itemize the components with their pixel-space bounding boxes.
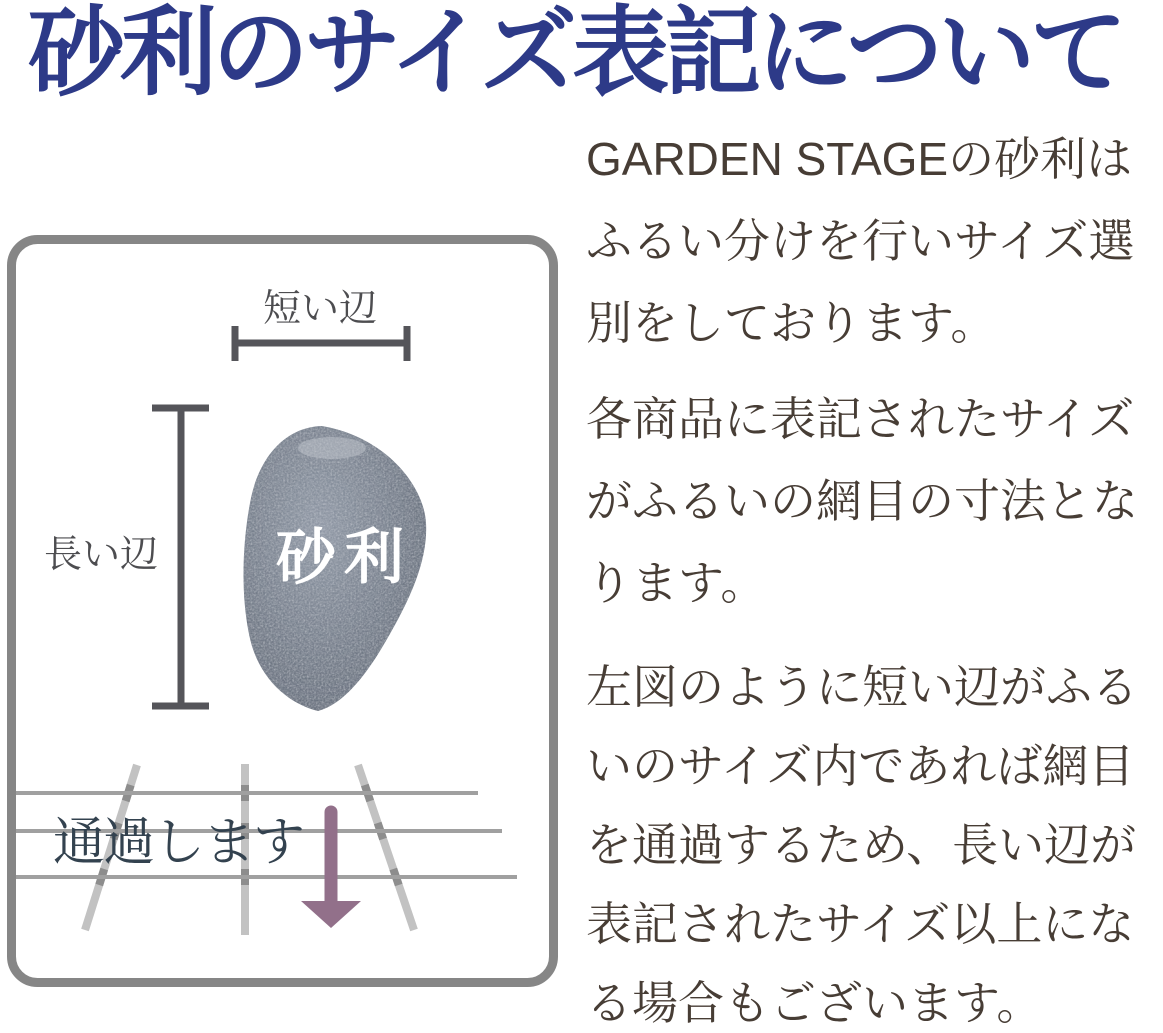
paragraph-line: 別をしております。 (586, 297, 997, 349)
paragraph-line: 表記されたサイズ以上にな (586, 898, 1135, 950)
rock-label: 砂利 (276, 524, 412, 591)
paragraph-line: いのサイズ内であれば網目 (586, 740, 1135, 792)
paragraph-line: 各商品に表記されたサイズ (586, 393, 1135, 445)
paragraph-long-side-note (586, 648, 1156, 1033)
paragraph-line: GARDEN STAGEの砂利は (586, 133, 1133, 185)
paragraph-line: 左図のように短い辺がふる (586, 661, 1138, 713)
description-column (586, 118, 1156, 1033)
paragraph-line: ります。 (586, 557, 767, 609)
paragraph-mesh-size (586, 378, 1156, 624)
rock-highlight (298, 437, 366, 459)
long-side-label: 長い辺 (43, 534, 159, 576)
passes-label: 通過します (53, 814, 304, 872)
short-side-label: 短い辺 (262, 288, 378, 330)
paragraph-sieving (586, 118, 1156, 364)
short-side-measure (235, 288, 407, 361)
paragraph-line: を通過するため、長い辺が (586, 819, 1137, 871)
paragraph-line: ふるい分けを行いサイズ選 (586, 215, 1135, 267)
down-arrow-head (301, 901, 361, 928)
long-side-measure (44, 408, 209, 706)
gravel-rock (243, 426, 426, 711)
page-title: 砂利のサイズ表記について (28, 0, 1123, 107)
paragraph-line: がふるいの網目の寸法とな (586, 475, 1138, 527)
paragraph-line: る場合もございます。 (586, 977, 1043, 1029)
